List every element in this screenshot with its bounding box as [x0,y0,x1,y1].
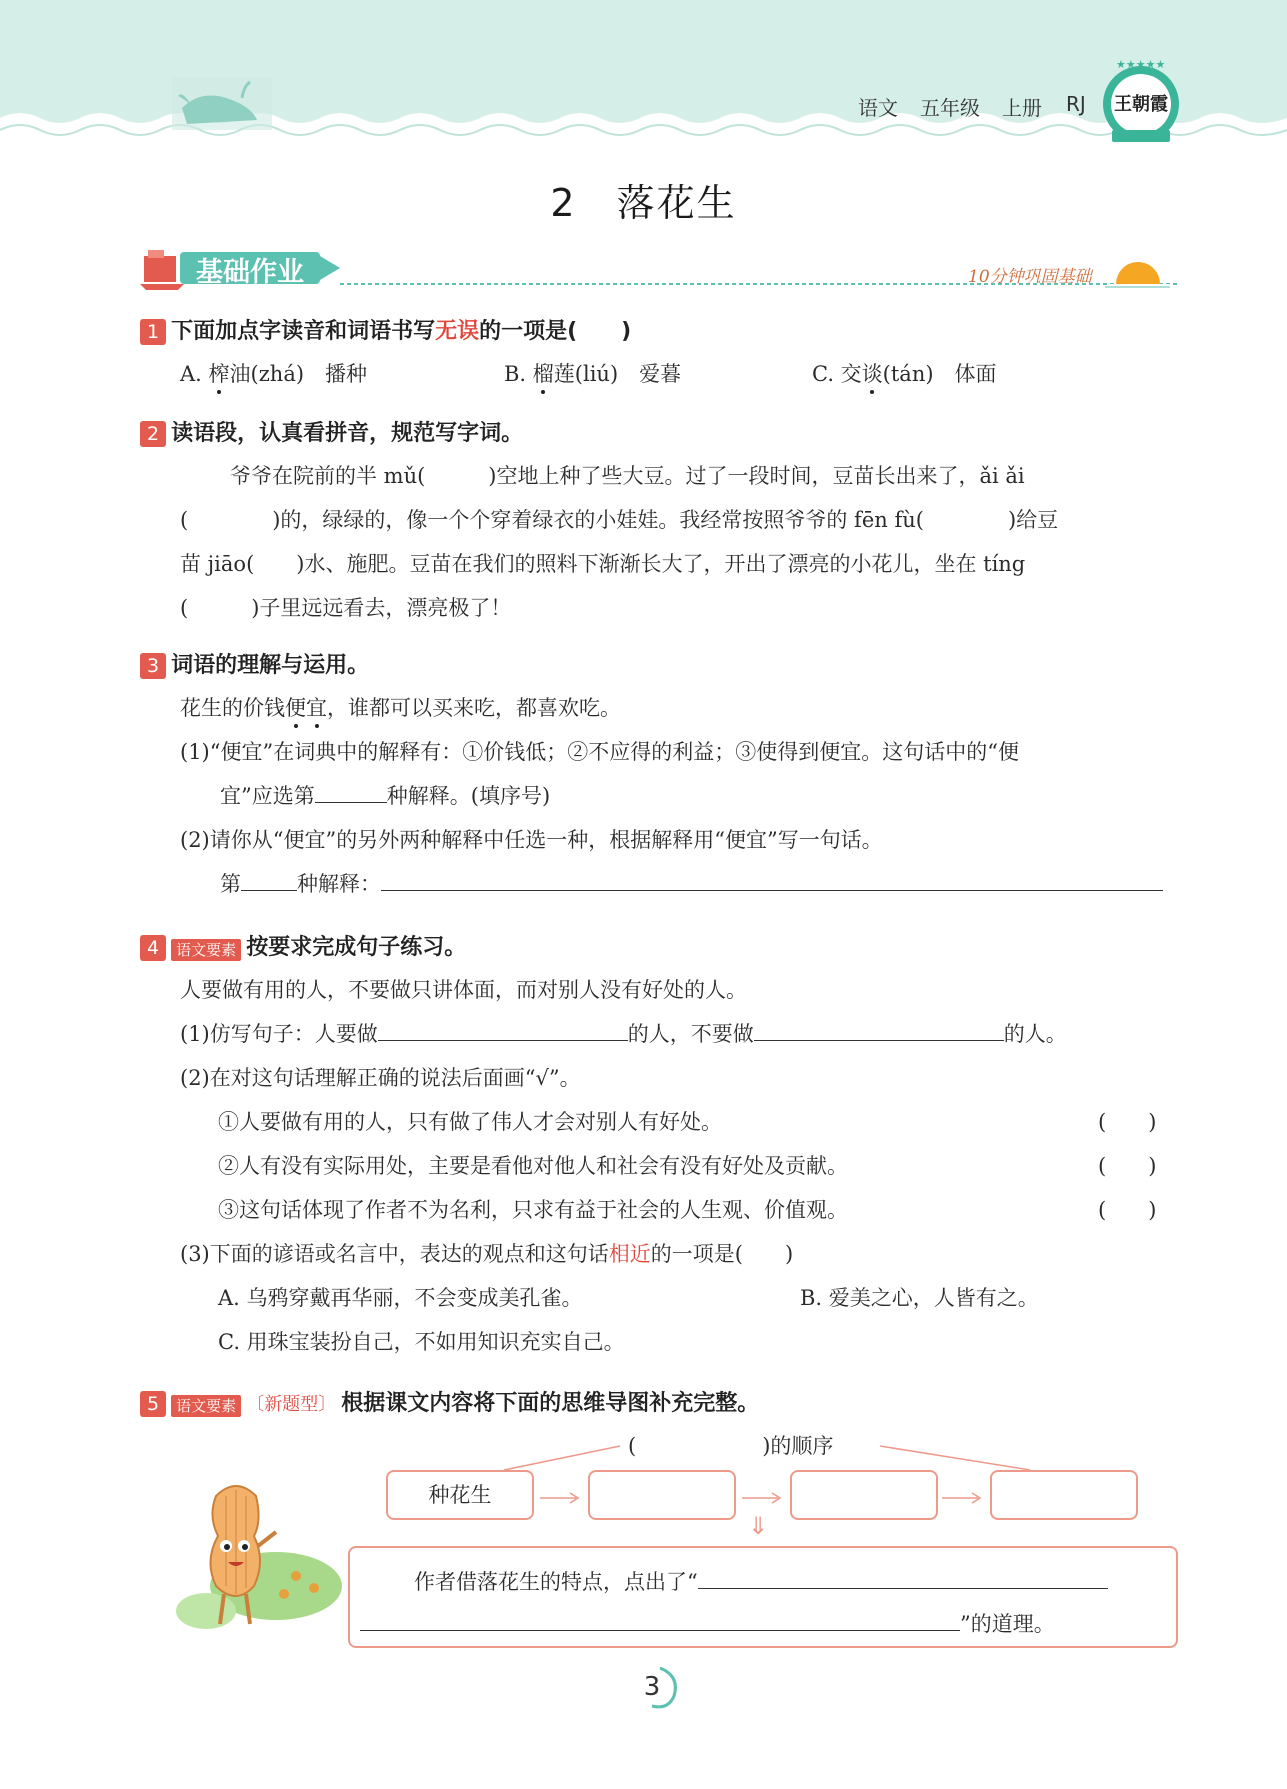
q2-passage-line-4: ( )子里远远看去，漂亮极了！ [180,596,512,620]
answer-blank[interactable] [315,802,387,803]
tag-new-type: 〔新题型〕 [246,1394,337,1415]
question-number: 4 [140,935,166,961]
question-3 [140,648,369,679]
mind-map-box-1: 种花生 [386,1470,534,1520]
q3-sentence: 花生的价钱便宜，谁都可以买来吃，都喜欢吃。 [180,696,621,720]
q4-item-3: ③这句话体现了作者不为名利，只求有益于社会的人生观、价值观。 [218,1198,848,1222]
question-4 [140,930,466,961]
peanut-cartoon-image [176,1476,342,1636]
question-number: 5 [140,1391,166,1417]
q2-passage-line-1: 爷爷在院前的半 mǔ( )空地上种了些大豆。过了一段时间，豆苗长出来了，ǎi ǎi [230,464,1025,488]
question-5 [140,1386,759,1417]
q4-option-b: B. 爱美之心，人皆有之。 [800,1286,1039,1310]
q3-part-2-line-2: 第 种解释： [220,868,1163,898]
question-stem: 词语的理解与运用。 [171,653,370,678]
mind-map-order-label: ( )的顺序 [628,1434,834,1458]
q3-part-1-line-2: 宜”应选第 种解释。(填序号) [220,784,551,808]
question-stem: 读语段，认真看拼音，规范写字词。 [171,421,524,446]
question-stem: 根据课文内容将下面的思维导图补充完整。 [341,1391,760,1416]
tag-language-element: 语文要素 [171,939,241,961]
answer-line[interactable] [360,1630,960,1631]
answer-blank[interactable] [754,1040,1004,1041]
question-2 [140,416,523,447]
q4-option-a: A. 乌鸦穿戴再华丽，不会变成美孔雀。 [218,1286,583,1310]
brand-logo [1098,58,1184,148]
mind-map-box-4[interactable] [990,1470,1138,1520]
logo-text: 王朝霞 [1114,94,1168,115]
whale-icon [172,78,272,130]
svg-text:★★★★★: ★★★★★ [1116,58,1166,71]
q4-item-1: ①人要做有用的人，只有做了伟人才会对别人有好处。 [218,1110,722,1134]
conclusion-line-1: 作者借落花生的特点，点出了“ [414,1566,1108,1596]
q4-item-2-check[interactable]: ( ) [1098,1154,1157,1178]
q4-item-1-check[interactable]: ( ) [1098,1110,1157,1134]
question-number: 2 [140,421,166,447]
q4-option-c: C. 用珠宝装扮自己，不如用知识充实自己。 [218,1330,625,1354]
q4-item-3-check[interactable]: ( ) [1098,1198,1157,1222]
section-note: 10分钟巩固基础 [968,267,1092,287]
down-arrow-icon: ⇓ [748,1512,769,1540]
q1-option-b: B. 榴莲(liú) 爱暮 [504,362,682,386]
question-number: 1 [140,319,166,345]
header-volume: 上册 [1002,96,1042,120]
q4-part-3: (3)下面的谚语或名言中，表达的观点和这句话相近的一项是( ) [180,1242,794,1266]
question-stem: 下面加点字读音和词语书写无误的一项是( ) [171,319,632,344]
header-grade: 五年级 [920,96,980,120]
question-1 [140,314,631,345]
q2-passage-line-3: 苗 jiāo( )水、施肥。豆苗在我们的照料下渐渐长大了，开出了漂亮的小花儿，坐在 tíng [180,552,1026,576]
answer-blank[interactable] [378,1040,628,1041]
q1-option-a: A. 榨油(zhá) 播种 [180,362,368,386]
mind-map-box-3[interactable] [790,1470,938,1520]
answer-line[interactable] [381,890,1163,891]
conclusion-line-2: ”的道理。 [360,1608,1055,1638]
question-stem: 按要求完成句子练习。 [246,935,467,960]
header-edition: RJ [1066,92,1086,116]
q4-sentence: 人要做有用的人，不要做只讲体面，而对别人没有好处的人。 [180,978,747,1002]
q4-part-2: (2)在对这句话理解正确的说法后面画“√”。 [180,1066,581,1090]
section-label: 基础作业 [196,257,304,288]
mind-map-box-2[interactable] [588,1470,736,1520]
tag-language-element: 语文要素 [171,1395,241,1417]
q4-part-1: (1)仿写句子：人要做 的人，不要做 的人。 [180,1022,1067,1046]
page-number: 3 [643,1672,661,1702]
q3-part-2-line-1: (2)请你从“便宜”的另外两种解释中任选一种，根据解释用“便宜”写一句话。 [180,828,883,852]
answer-blank[interactable] [241,890,297,891]
question-number: 3 [140,653,166,679]
q3-part-1-line-1: (1)“便宜”在词典中的解释有：①价钱低；②不应得的利益；③使得到便宜。这句话中的“便 [180,740,1019,764]
page-title: 2 落花生 [550,181,737,225]
q1-option-c: C. 交谈(tán) 体面 [812,362,997,386]
header-subject: 语文 [858,96,898,120]
answer-line[interactable] [698,1588,1108,1589]
q2-passage-line-2: ( )的，绿绿的，像一个个穿着绿衣的小娃娃。我经常按照爷爷的 fēn fù( )给豆 [180,508,1059,532]
q4-item-2: ②人有没有实际用处，主要是看他对他人和社会有没有好处及贡献。 [218,1154,848,1178]
